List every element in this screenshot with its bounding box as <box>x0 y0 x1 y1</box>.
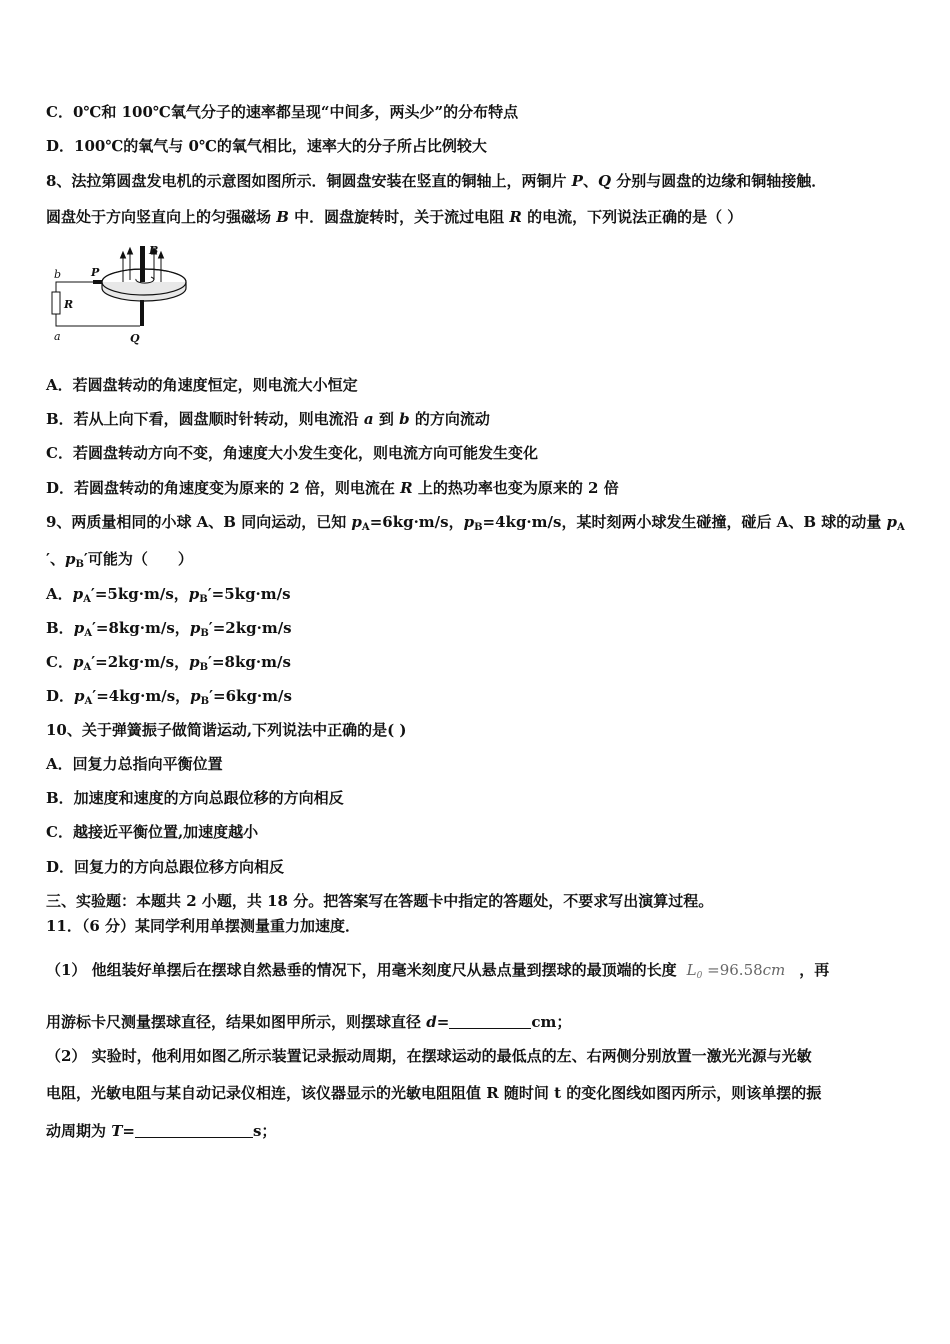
q11-part2-line1: （2） 实验时，他利用如图乙所示装置记录振动周期，在摆球运动的最低点的左、右两侧分别放置一激光光源与光敏 <box>46 1047 812 1065</box>
figure-label-b-field: B <box>149 244 159 257</box>
q9-option-b: B．$p_A'=8kg\cdot m/s$，$p_B'=2kg\cdot m/s$ <box>46 619 292 639</box>
q7-option-c: C．0℃和 100℃氧气分子的速率都呈现“中间多，两头少”的分布特点 <box>46 103 519 121</box>
q10-stem: 10、关于弹簧振子做简谐运动,下列说法中正确的是( ) <box>46 721 407 739</box>
q8-option-a: A．若圆盘转动的角速度恒定，则电流大小恒定 <box>46 376 358 394</box>
q10-option-b: B．加速度和速度的方向总跟位移的方向相反 <box>46 789 344 807</box>
length-formula: $L_0 =96.58cm$ <box>686 961 786 981</box>
period-answer-blank[interactable] <box>135 1123 253 1138</box>
q10-option-c: C．越接近平衡位置,加速度越小 <box>46 823 259 841</box>
q11-part1-line1: （1） 他组装好单摆后在摆球自然悬垂的情况下，用毫米刻度尺从悬点量到摆球的最顶端的长度 $L_0 =96.58cm$ ，再 <box>46 961 830 981</box>
q7-option-d: D．100℃的氧气与 0℃的氧气相比，速率大的分子所占比例较大 <box>46 137 487 155</box>
q9-stem-line1: 9、两质量相同的小球 A、B 同向运动，已知 $p_A=6kg\cdot m/s$，$p_B=4kg\cdot m/s$，某时刻两小球发生碰撞，碰后 A、B 球的动量 $p_A$ <box>46 513 905 533</box>
q11-part2-line2: 电阻，光敏电阻与某自动记录仪相连，该仪器显示的光敏电阻阻值 R 随时间 t 的变化图线如图丙所示，则该单摆的振 <box>46 1084 822 1102</box>
q11-part2-line3: 动周期为 T= s； <box>46 1122 277 1140</box>
q9-option-d: D．$p_A'=4kg\cdot m/s$，$p_B'=6kg\cdot m/s$ <box>46 687 292 707</box>
diameter-answer-blank[interactable] <box>449 1014 531 1029</box>
q8-option-b: B．若从上向下看，圆盘顺时针转动，则电流沿 a 到 b 的方向流动 <box>46 410 490 428</box>
figure-label-q: Q <box>130 332 140 345</box>
figure-label-b: b <box>54 268 62 281</box>
figure-label-a: a <box>54 330 61 343</box>
q8-option-d: D．若圆盘转动的角速度变为原来的 2 倍，则电流在 R 上的热功率也变为原来的 2 倍 <box>46 479 619 497</box>
q10-option-d: D．回复力的方向总跟位移方向相反 <box>46 858 285 876</box>
q9-stem-line2: ′、$p_B'$可能为（ ） <box>46 550 193 570</box>
figure-label-r: R <box>64 298 74 311</box>
q8-stem-line2: 圆盘处于方向竖直向上的匀强磁场 B 中．圆盘旋转时，关于流过电阻 R 的电流，下列说法正确的是（ ） <box>46 208 743 226</box>
section-3-heading: 三、实验题：本题共 2 小题，共 18 分。把答案写在答题卡中指定的答题处，不要求写出演算过程。 <box>46 892 714 910</box>
q11-part1-line2: 用游标卡尺测量摆球直径，结果如图甲所示，则摆球直径 d= cm； <box>46 1013 572 1031</box>
q11-stem: 11．（6 分）某同学利用单摆测量重力加速度． <box>46 917 361 935</box>
figure-label-p: P <box>91 266 100 279</box>
q9-option-c: C．$p_A'=2kg\cdot m/s$，$p_B'=8kg\cdot m/s$ <box>46 653 291 673</box>
faraday-disk-figure <box>44 242 194 348</box>
q8-option-c: C．若圆盘转动方向不变，角速度大小发生变化，则电流方向可能发生变化 <box>46 444 538 462</box>
q9-option-a: A．$p_A'=5kg\cdot m/s$，$p_B'=5kg\cdot m/s$ <box>46 585 291 605</box>
q10-option-a: A．回复力总指向平衡位置 <box>46 755 223 773</box>
q8-stem-line1: 8、法拉第圆盘发电机的示意图如图所示．铜圆盘安装在竖直的铜轴上，两铜片 P、Q 分别与圆盘的边缘和铜轴接触． <box>46 172 827 190</box>
